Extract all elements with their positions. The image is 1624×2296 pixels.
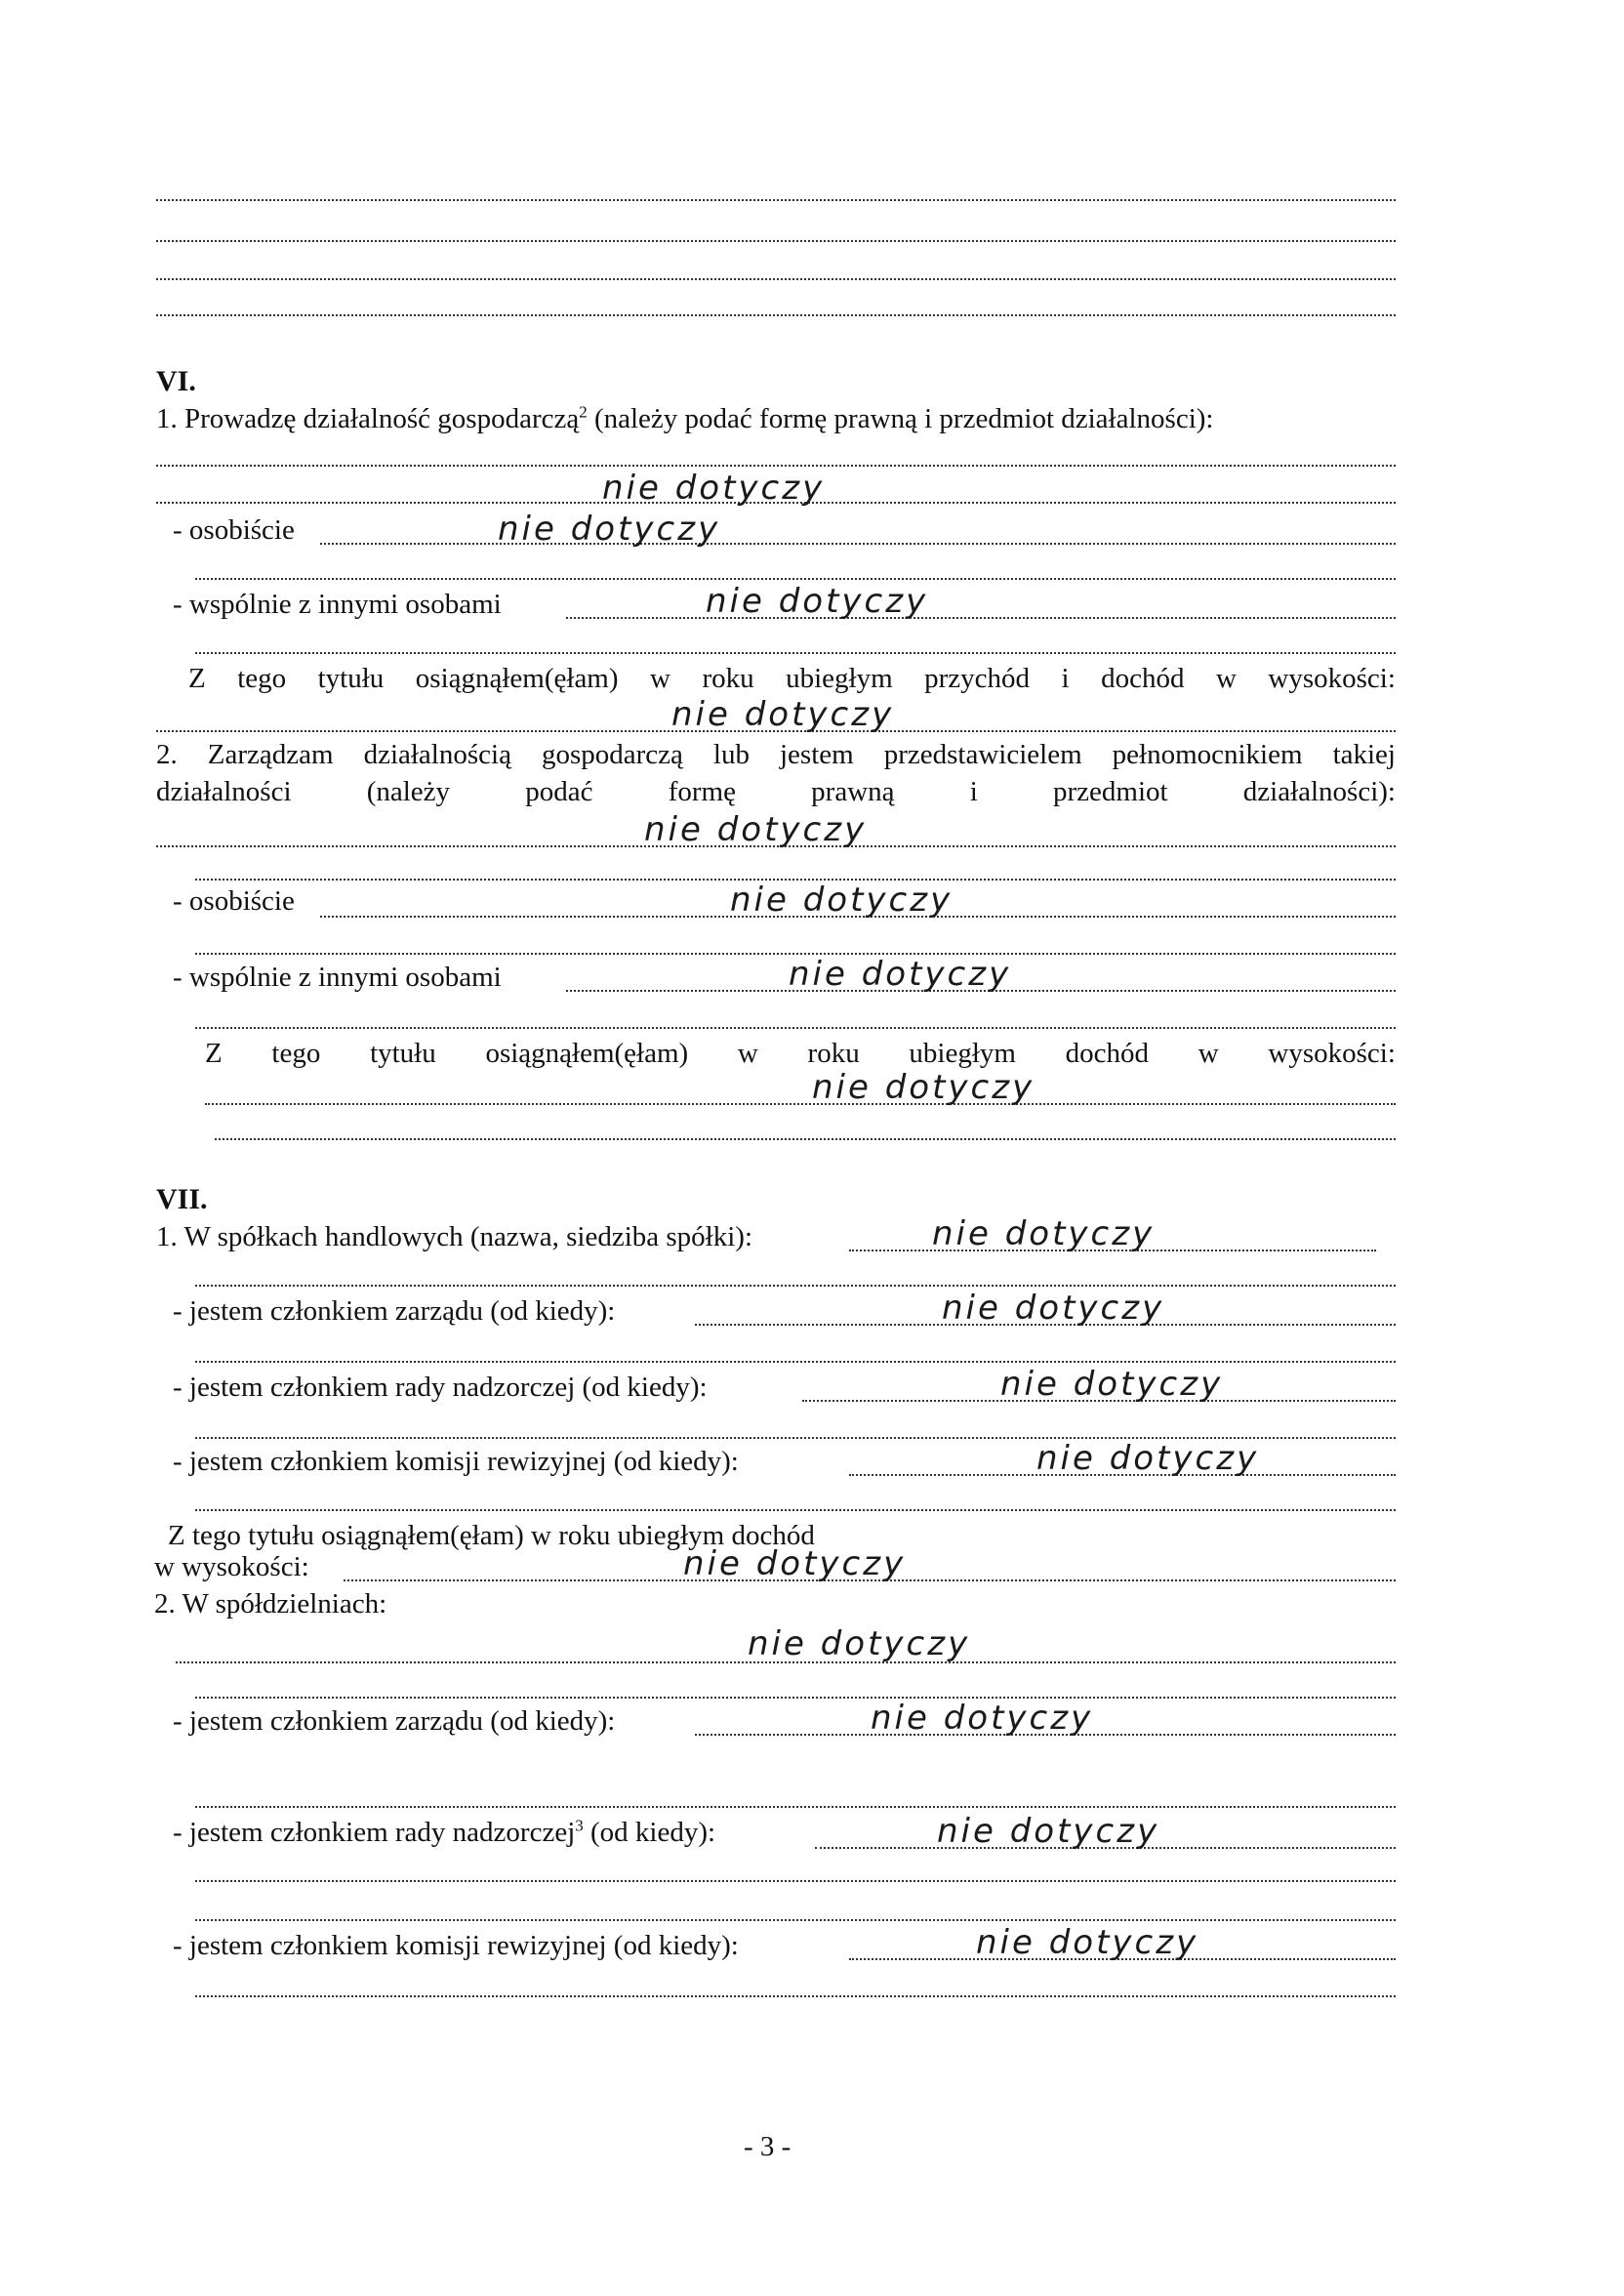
vi-wspolnie-label: - wspólnie z innymi osobami <box>173 589 502 620</box>
vii-komisja2-label: - jestem członkiem komisji rewizyjnej (od kiedy): <box>173 1930 739 1961</box>
handwritten-answer: nie dotyczy <box>498 510 721 549</box>
vii-income-line2: w wysokości: <box>154 1551 309 1582</box>
blank-line <box>195 1509 1396 1511</box>
handwritten-answer: nie dotyczy <box>976 1923 1199 1962</box>
blank-line <box>195 1919 1396 1921</box>
handwritten-answer: nie dotyczy <box>683 1544 907 1583</box>
handwritten-answer: nie dotyczy <box>644 810 868 849</box>
vii-item2-text: 2. W spółdzielniach: <box>154 1588 387 1620</box>
blank-line <box>215 1138 1396 1140</box>
handwritten-answer: nie dotyczy <box>602 469 826 508</box>
handwritten-answer: nie dotyczy <box>748 1624 971 1663</box>
vii-rada-label: - jestem członkiem rady nadzorczej (od kiedy): <box>173 1372 708 1403</box>
handwritten-answer: nie dotyczy <box>730 881 954 920</box>
page-number: - 3 - <box>744 2131 792 2162</box>
vi-item2-osobiscie-label: - osobiście <box>173 885 295 917</box>
blank-line <box>195 1806 1396 1808</box>
answer-line <box>320 543 1396 545</box>
handwritten-answer: nie dotyczy <box>937 1812 1160 1851</box>
blank-line <box>156 278 1396 280</box>
blank-line <box>156 465 1396 467</box>
blank-line <box>156 240 1396 242</box>
vii-rada2-label: - jestem członkiem rady nadzorczej$^3$ (od kiedy): <box>173 1816 716 1848</box>
blank-line <box>195 1880 1396 1882</box>
handwritten-answer: nie dotyczy <box>942 1289 1165 1328</box>
blank-line <box>195 1285 1396 1287</box>
handwritten-answer: nie dotyczy <box>1036 1439 1260 1478</box>
section-vi-heading: VI. <box>156 365 196 397</box>
blank-line <box>195 1027 1396 1029</box>
section-vii-heading: VII. <box>156 1183 208 1215</box>
handwritten-answer: nie dotyczy <box>812 1068 1035 1107</box>
handwritten-answer: nie dotyczy <box>1000 1365 1224 1404</box>
vii-zarzad-label: - jestem członkiem zarządu (od kiedy): <box>173 1295 616 1327</box>
vii-zarzad2-label: - jestem członkiem zarządu (od kiedy): <box>173 1705 616 1737</box>
vi-item2-line1: 2. Zarządzam działalnością gospodarczą lub jestem przedstawicielem pełnomocnikiem takiej <box>156 739 1396 770</box>
vi-item1-text: 1. Prowadzę działalność gospodarczą$^2$ (należy podać formę prawną i przedmiot działalności): <box>156 402 1214 434</box>
blank-line <box>195 1361 1396 1363</box>
vii-item1-text: 1. W spółkach handlowych (nazwa, siedziba spółki): <box>156 1221 752 1252</box>
handwritten-answer: nie dotyczy <box>789 955 1012 994</box>
vi-income-text: Z tego tytułu osiągnąłem(ęłam) w roku ubiegłym przychód i dochód w wysokości: <box>188 663 1396 694</box>
answer-line <box>205 1103 1396 1105</box>
handwritten-answer: nie dotyczy <box>932 1214 1156 1253</box>
vi-item2-wspolnie-label: - wspólnie z innymi osobami <box>173 962 502 993</box>
blank-line <box>195 1995 1396 1997</box>
vii-komisja-label: - jestem członkiem komisji rewizyjnej (od kiedy): <box>173 1446 739 1477</box>
blank-line <box>195 1697 1396 1699</box>
vi-item2-income-text: Z tego tytułu osiągnąłem(ęłam) w roku ubiegłym dochód w wysokości: <box>205 1038 1396 1069</box>
blank-line <box>156 314 1396 316</box>
vii-income-line1: Z tego tytułu osiągnąłem(ęłam) w roku ubiegłym dochód <box>168 1520 815 1551</box>
handwritten-answer: nie dotyczy <box>706 582 929 621</box>
blank-line <box>195 652 1396 654</box>
blank-line <box>195 578 1396 580</box>
handwritten-answer: nie dotyczy <box>671 695 895 734</box>
handwritten-answer: nie dotyczy <box>871 1699 1094 1738</box>
answer-line <box>566 617 1396 619</box>
blank-line <box>156 199 1396 201</box>
vi-item2-line2: działalności (należy podać formę prawną i przedmiot działalności): <box>156 776 1396 807</box>
vi-osobiscie-label: - osobiście <box>173 514 295 546</box>
